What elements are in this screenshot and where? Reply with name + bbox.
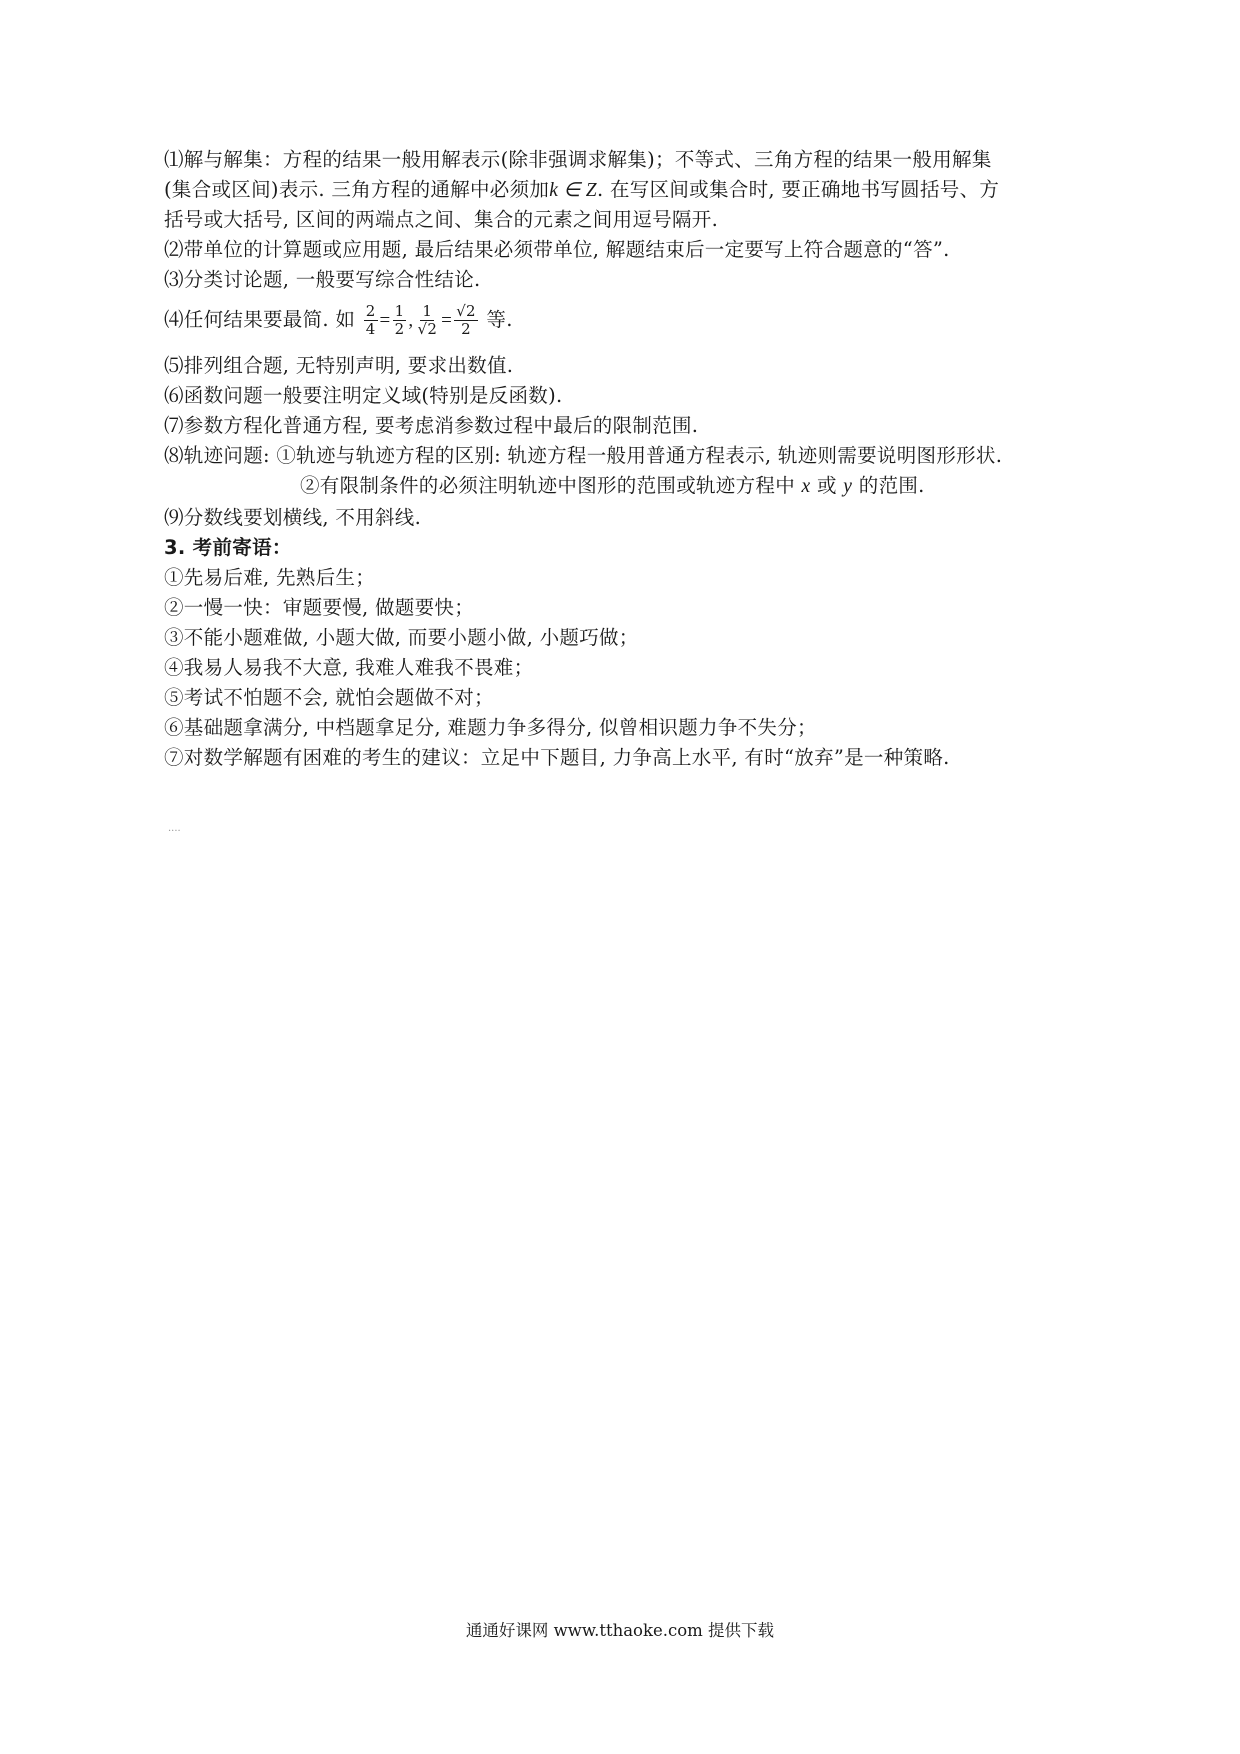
item-1-line-3: 括号或大括号, 区间的两端点之间、集合的元素之间用逗号隔开. bbox=[164, 208, 719, 231]
fraction-numerator: √2 bbox=[456, 302, 476, 320]
item-8-line-2-text-c: 的范围. bbox=[858, 474, 925, 497]
item-8-line-2-text-b: 或 bbox=[816, 474, 837, 497]
message-7: ⑦对数学解题有困难的考生的建议：立足中下题目, 力争高上水平, 有时“放弃”是一种策略. bbox=[164, 746, 950, 769]
k-in-z-math: k ∈ Z bbox=[549, 180, 597, 201]
variable-y: y bbox=[843, 476, 853, 497]
item-8-line-2-text-a: ②有限制条件的必须注明轨迹中图形的范围或轨迹方程中 bbox=[300, 474, 796, 497]
fraction-denominator: 2 bbox=[394, 320, 405, 338]
message-6: ⑥基础题拿满分, 中档题拿足分, 难题力争多得分, 似曾相识题力争不失分； bbox=[164, 716, 817, 739]
item-8-line-2 bbox=[300, 472, 925, 501]
message-1: ①先易后难, 先熟后生； bbox=[164, 566, 375, 589]
item-2: ⑵带单位的计算题或应用题, 最后结果必须带单位, 解题结束后一定要写上符合题意的“答”. bbox=[164, 238, 950, 261]
item-4-text: ⑷任何结果要最简. 如 bbox=[164, 308, 356, 331]
item-8-line-1: ⑻轨迹问题: ①轨迹与轨迹方程的区别: 轨迹方程一般用普通方程表示, 轨迹则需要说明图形形状. bbox=[164, 444, 1003, 467]
message-4: ④我易人易我不大意, 我难人难我不畏难； bbox=[164, 656, 534, 679]
item-1-line-1: ⑴解与解集：方程的结果一般用解表示(除非强调求解集)；不等式、三角方程的结果一般用解集 bbox=[164, 148, 992, 171]
fraction-denominator: 2 bbox=[461, 320, 471, 338]
item-5: ⑸排列组合题, 无特别声明, 要求出数值. bbox=[164, 354, 514, 377]
message-3: ③不能小题难做, 小题大做, 而要小题小做, 小题巧做； bbox=[164, 626, 639, 649]
message-2: ②一慢一快：审题要慢, 做题要快； bbox=[164, 596, 474, 619]
fraction-denominator: √2 bbox=[417, 320, 438, 338]
item-6: ⑹函数问题一般要注明定义域(特别是反函数). bbox=[164, 384, 563, 407]
item-1-line-2-text-b: . 在写区间或集合时, 要正确地书写圆括号、方 bbox=[596, 178, 1000, 201]
fraction-denominator: 4 bbox=[365, 320, 376, 338]
comma: , bbox=[408, 310, 414, 331]
fraction-2-4 bbox=[364, 303, 378, 338]
equals-sign: = bbox=[379, 310, 391, 331]
variable-x: x bbox=[801, 476, 811, 497]
item-9: ⑼分数线要划横线, 不用斜线. bbox=[164, 506, 422, 529]
item-4 bbox=[164, 298, 513, 343]
page-footer: 通通好课网 www.tthaoke.com 提供下载 bbox=[465, 1621, 775, 1640]
scan-artifact-dots: ···· bbox=[168, 826, 181, 837]
item-3: ⑶分类讨论题, 一般要写综合性结论. bbox=[164, 268, 481, 291]
fraction-numerator: 1 bbox=[394, 302, 405, 320]
fraction-1-2 bbox=[393, 303, 407, 338]
equals-sign: = bbox=[441, 310, 453, 331]
item-7: ⑺参数方程化普通方程, 要考虑消参数过程中最后的限制范围. bbox=[164, 414, 699, 437]
message-5: ⑤考试不怕题不会, 就怕会题做不对； bbox=[164, 686, 494, 709]
fraction-1-sqrt2 bbox=[415, 303, 439, 338]
item-4-suffix: 等. bbox=[486, 308, 513, 331]
fraction-numerator: 1 bbox=[422, 302, 433, 320]
section-heading-3: 3. 考前寄语： bbox=[164, 536, 292, 559]
fraction-sqrt2-2 bbox=[454, 303, 478, 338]
fraction-numerator: 2 bbox=[365, 302, 376, 320]
item-1-line-2 bbox=[164, 176, 999, 205]
item-1-line-2-text-a: (集合或区间)表示. 三角方程的通解中必须加 bbox=[164, 178, 550, 201]
